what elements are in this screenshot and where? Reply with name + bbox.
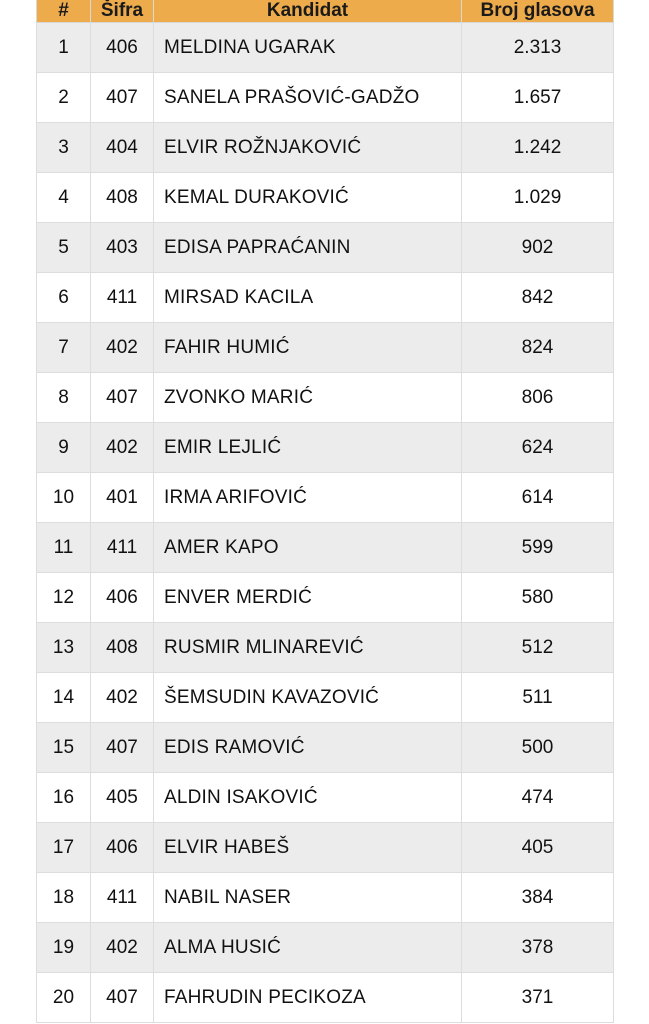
cell-code: 406: [91, 573, 154, 623]
cell-votes: 624: [462, 423, 614, 473]
table-row[interactable]: [37, 273, 614, 323]
cell-candidate-name: FAHIR HUMIĆ: [154, 323, 462, 373]
cell-votes: 1.657: [462, 73, 614, 123]
cell-candidate-name: MELDINA UGARAK: [154, 23, 462, 73]
cell-code: 408: [91, 173, 154, 223]
table-row[interactable]: [37, 773, 614, 823]
table-row[interactable]: [37, 23, 614, 73]
cell-code: 408: [91, 623, 154, 673]
cell-rank: 12: [37, 573, 91, 623]
cell-code: 405: [91, 773, 154, 823]
cell-votes: 474: [462, 773, 614, 823]
page-margin-left: [0, 0, 36, 1024]
cell-votes: 2.313: [462, 23, 614, 73]
table-row[interactable]: [37, 973, 614, 1023]
cell-candidate-name: IRMA ARIFOVIĆ: [154, 473, 462, 523]
cell-votes: 580: [462, 573, 614, 623]
cell-code: 402: [91, 923, 154, 973]
cell-votes: 1.242: [462, 123, 614, 173]
cell-code: 411: [91, 273, 154, 323]
cell-votes: 599: [462, 523, 614, 573]
table-row[interactable]: [37, 623, 614, 673]
page-margin-right: [613, 0, 649, 1024]
column-header-code[interactable]: Šifra: [91, 0, 154, 23]
cell-votes: 378: [462, 923, 614, 973]
cell-rank: 10: [37, 473, 91, 523]
cell-rank: 5: [37, 223, 91, 273]
table-row[interactable]: [37, 123, 614, 173]
cell-candidate-name: ZVONKO MARIĆ: [154, 373, 462, 423]
cell-code: 406: [91, 23, 154, 73]
cell-votes: 371: [462, 973, 614, 1023]
cell-votes: 511: [462, 673, 614, 723]
cell-code: 403: [91, 223, 154, 273]
cell-code: 402: [91, 323, 154, 373]
cell-rank: 9: [37, 423, 91, 473]
cell-code: 402: [91, 673, 154, 723]
cell-candidate-name: ENVER MERDIĆ: [154, 573, 462, 623]
table-row[interactable]: [37, 173, 614, 223]
cell-rank: 20: [37, 973, 91, 1023]
cell-candidate-name: KEMAL DURAKOVIĆ: [154, 173, 462, 223]
table-row[interactable]: [37, 423, 614, 473]
table-row[interactable]: [37, 73, 614, 123]
cell-rank: 4: [37, 173, 91, 223]
cell-candidate-name: ELVIR HABEŠ: [154, 823, 462, 873]
cell-rank: 19: [37, 923, 91, 973]
cell-candidate-name: ELVIR ROŽNJAKOVIĆ: [154, 123, 462, 173]
table-body: [37, 23, 614, 1023]
cell-rank: 3: [37, 123, 91, 173]
cell-candidate-name: EDISA PAPRAĆANIN: [154, 223, 462, 273]
table-header-row: [37, 0, 614, 23]
table-row[interactable]: [37, 473, 614, 523]
cell-rank: 13: [37, 623, 91, 673]
cell-rank: 18: [37, 873, 91, 923]
table-row[interactable]: [37, 373, 614, 423]
table-row[interactable]: [37, 823, 614, 873]
table-row[interactable]: [37, 923, 614, 973]
cell-rank: 7: [37, 323, 91, 373]
cell-votes: 806: [462, 373, 614, 423]
cell-votes: 842: [462, 273, 614, 323]
table-row[interactable]: [37, 223, 614, 273]
cell-code: 407: [91, 723, 154, 773]
table-row[interactable]: [37, 873, 614, 923]
cell-votes: 384: [462, 873, 614, 923]
cell-candidate-name: RUSMIR MLINAREVIĆ: [154, 623, 462, 673]
cell-votes: 824: [462, 323, 614, 373]
cell-rank: 17: [37, 823, 91, 873]
column-header-name[interactable]: Kandidat: [154, 0, 462, 23]
cell-votes: 902: [462, 223, 614, 273]
cell-rank: 11: [37, 523, 91, 573]
cell-votes: 1.029: [462, 173, 614, 223]
cell-code: 407: [91, 373, 154, 423]
cell-rank: 15: [37, 723, 91, 773]
cell-code: 407: [91, 973, 154, 1023]
table-row[interactable]: [37, 723, 614, 773]
column-header-votes[interactable]: Broj glasova: [462, 0, 614, 23]
cell-votes: 512: [462, 623, 614, 673]
cell-code: 404: [91, 123, 154, 173]
cell-code: 401: [91, 473, 154, 523]
cell-candidate-name: ALDIN ISAKOVIĆ: [154, 773, 462, 823]
table-row[interactable]: [37, 323, 614, 373]
cell-candidate-name: ALMA HUSIĆ: [154, 923, 462, 973]
candidate-results-table: [36, 0, 614, 1023]
cell-rank: 16: [37, 773, 91, 823]
cell-votes: 500: [462, 723, 614, 773]
cell-candidate-name: FAHRUDIN PECIKOZA: [154, 973, 462, 1023]
cell-code: 411: [91, 873, 154, 923]
cell-rank: 6: [37, 273, 91, 323]
cell-candidate-name: ŠEMSUDIN KAVAZOVIĆ: [154, 673, 462, 723]
table-row[interactable]: [37, 573, 614, 623]
results-table-container: [36, 0, 613, 1023]
cell-rank: 8: [37, 373, 91, 423]
cell-rank: 14: [37, 673, 91, 723]
cell-candidate-name: NABIL NASER: [154, 873, 462, 923]
cell-code: 406: [91, 823, 154, 873]
table-row[interactable]: [37, 523, 614, 573]
cell-candidate-name: MIRSAD KACILA: [154, 273, 462, 323]
cell-votes: 405: [462, 823, 614, 873]
table-row[interactable]: [37, 673, 614, 723]
cell-rank: 2: [37, 73, 91, 123]
cell-candidate-name: AMER KAPO: [154, 523, 462, 573]
column-header-rank[interactable]: #: [37, 0, 91, 23]
cell-code: 407: [91, 73, 154, 123]
table-header: [37, 0, 614, 23]
cell-candidate-name: EDIS RAMOVIĆ: [154, 723, 462, 773]
cell-code: 402: [91, 423, 154, 473]
cell-votes: 614: [462, 473, 614, 523]
cell-candidate-name: SANELA PRAŠOVIĆ-GADŽO: [154, 73, 462, 123]
cell-candidate-name: EMIR LEJLIĆ: [154, 423, 462, 473]
cell-code: 411: [91, 523, 154, 573]
cell-rank: 1: [37, 23, 91, 73]
